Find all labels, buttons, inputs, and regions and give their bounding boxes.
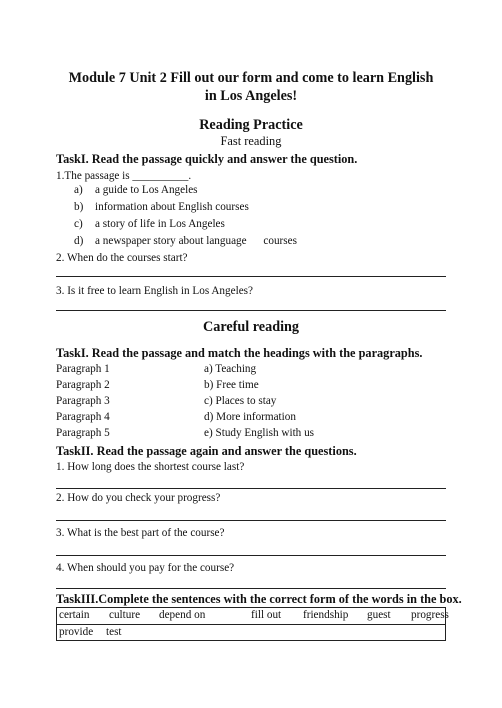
word: progress: [411, 609, 449, 621]
word-box-row-1: [57, 609, 449, 625]
word: test: [106, 626, 122, 638]
question: 3. What is the best part of the course?: [56, 527, 225, 539]
task2-title: TaskII. Read the passage again and answer the questions.: [56, 444, 357, 458]
word: culture: [109, 609, 141, 621]
document-title-line1: Module 7 Unit 2 Fill out our form and come to learn English: [68, 70, 434, 86]
heading-option: b) Free time: [204, 379, 259, 391]
word: friendship: [303, 609, 349, 621]
task3-title: TaskIII.Complete the sentences with the correct form of the words in the box.: [56, 592, 462, 606]
section-heading-reading-practice: Reading Practice: [199, 117, 303, 133]
heading-option: a) Teaching: [204, 363, 257, 375]
word: guest: [367, 609, 391, 621]
option-letter: b): [74, 201, 84, 213]
word: fill out: [251, 609, 282, 621]
option-text: information about English courses: [95, 201, 249, 213]
option-text: a story of life in Los Angeles: [95, 218, 225, 230]
heading-option: e) Study English with us: [204, 427, 315, 439]
section-heading-careful-reading: Careful reading: [202, 319, 300, 335]
word: depend on: [159, 609, 206, 621]
option-letter: c): [74, 218, 83, 230]
question-2: 2. When do the courses start?: [56, 252, 188, 264]
heading-option: d) More information: [204, 411, 296, 423]
word-box: [56, 607, 449, 641]
option-text: a newspaper story about language courses: [95, 235, 297, 247]
word: certain: [59, 609, 90, 621]
option-letter: d): [74, 235, 84, 247]
word-box-divider: [57, 624, 445, 625]
task1-match-title: TaskI. Read the passage and match the headings with the paragraphs.: [56, 346, 423, 360]
question: 1. How long does the shortest course last?: [56, 461, 245, 473]
word-box-row-2: [57, 626, 445, 642]
word: provide: [59, 626, 94, 638]
answer-line: [56, 520, 446, 521]
question-3: 3. Is it free to learn English in Los Angeles?: [56, 285, 253, 297]
paragraph-label: Paragraph 1: [56, 363, 110, 375]
paragraph-label: Paragraph 5: [56, 427, 110, 439]
subheading-fast-reading: Fast reading: [220, 134, 282, 148]
question-1: 1.The passage is __________.: [56, 170, 192, 182]
task1-fast-title: TaskI. Read the passage quickly and answer the question.: [56, 152, 358, 166]
answer-line: [56, 276, 446, 277]
option-text: a guide to Los Angeles: [95, 184, 198, 196]
paragraph-label: Paragraph 3: [56, 395, 110, 407]
document-title-line2: in Los Angeles!: [204, 88, 298, 104]
question: 4. When should you pay for the course?: [56, 562, 235, 574]
paragraph-label: Paragraph 2: [56, 379, 110, 391]
paragraph-label: Paragraph 4: [56, 411, 110, 423]
option-letter: a): [74, 184, 83, 196]
answer-line: [56, 555, 446, 556]
answer-line: [56, 588, 446, 589]
heading-option: c) Places to stay: [204, 395, 277, 407]
question: 2. How do you check your progress?: [56, 492, 221, 504]
answer-line: [56, 310, 446, 311]
answer-line: [56, 488, 446, 489]
